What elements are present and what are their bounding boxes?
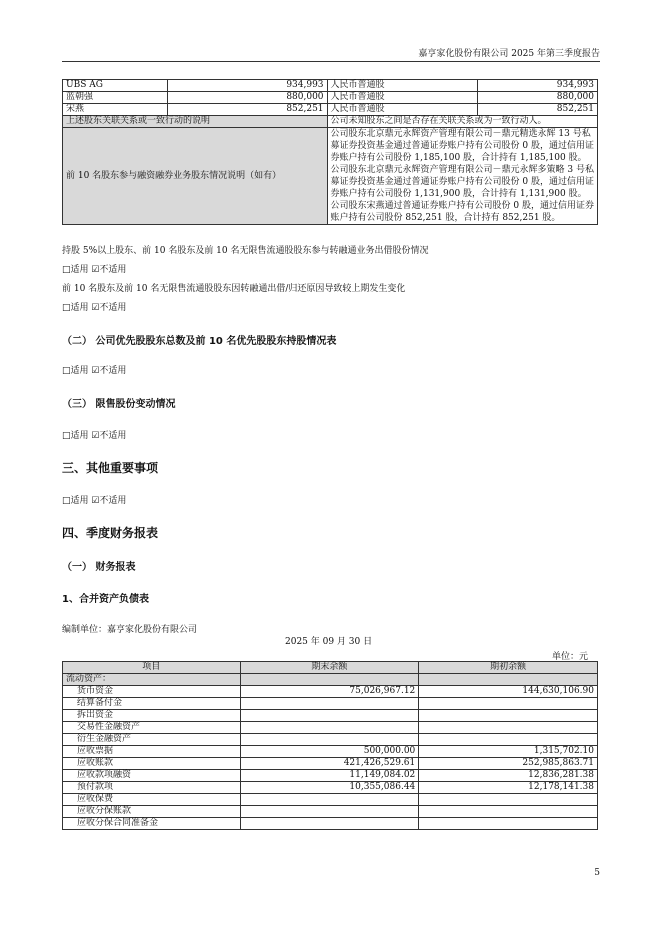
- shareholder-name: 宋燕: [63, 104, 168, 116]
- report-date: 2025 年 09 月 30 日: [285, 637, 373, 647]
- table-row: [63, 710, 598, 722]
- end-balance: [240, 710, 419, 722]
- column-header-end-balance: 期末余额: [240, 662, 419, 674]
- restricted-shares-heading: （三） 限售股份变动情况: [62, 399, 176, 410]
- begin-balance: 144,630,106.90: [419, 686, 598, 698]
- column-header-begin-balance: 期初余额: [419, 662, 598, 674]
- begin-balance: 12,178,141.38: [419, 782, 598, 794]
- line-item: 预付款项: [63, 782, 241, 794]
- shareholder-row: [63, 104, 598, 116]
- financial-statements-subheading: （一） 财务报表: [62, 562, 136, 573]
- line-item: 衍生金融资产: [63, 734, 241, 746]
- relation-label: 上述股东关联关系或一致行动的说明: [63, 116, 328, 128]
- shareholder-name: UBS AG: [63, 80, 168, 92]
- begin-balance: 252,985,863.71: [419, 758, 598, 770]
- end-balance: 500,000.00: [240, 746, 419, 758]
- shareholder-row: [63, 92, 598, 104]
- line-item: 应收分保账款: [63, 806, 241, 818]
- table-row: [63, 794, 598, 806]
- applicability-3: □适用 ☑不适用: [62, 366, 127, 376]
- page-header-title: 嘉亨家化股份有限公司 2025 年第三季度报告: [418, 49, 600, 59]
- applicability-5: □适用 ☑不适用: [62, 496, 127, 506]
- line-item: 应收票据: [63, 746, 241, 758]
- end-balance: [240, 698, 419, 710]
- margin-trading-note-line: 募证券投资基金通过普通证券账户持有公司股份 0 股，通过信用证: [330, 141, 594, 151]
- margin-trading-note-line: 券账户持有公司股份 1,185,100 股，合计持有 1,185,100 股。: [330, 153, 587, 163]
- applicability-1: □适用 ☑不适用: [62, 265, 127, 275]
- end-balance: [240, 734, 419, 746]
- compiling-company: 编制单位：嘉亨家化股份有限公司: [62, 625, 198, 635]
- preferred-shares-heading: （二） 公司优先股股东总数及前 10 名优先股股东持股情况表: [62, 336, 337, 347]
- end-balance: 11,149,084.02: [240, 770, 419, 782]
- share-count: 852,251: [477, 104, 597, 116]
- applicability-2: □适用 ☑不适用: [62, 303, 127, 313]
- begin-balance: 12,836,281.38: [419, 770, 598, 782]
- begin-balance: [419, 794, 598, 806]
- table-row: [63, 674, 598, 686]
- financial-statements-heading: 四、季度财务报表: [62, 526, 159, 540]
- margin-trading-note-line: 募证券投资基金通过普通证券账户持有公司股份 0 股，通过信用证: [330, 177, 594, 187]
- relation-row: [63, 116, 598, 128]
- header-divider: [62, 61, 600, 62]
- begin-balance: [419, 818, 598, 830]
- table-row: [63, 770, 598, 782]
- margin-trading-note-line: 账户持有公司股份 852,251 股，合计持有 852,251 股。: [330, 213, 561, 223]
- lending-text: 持股 5%以上股东、前 10 名股东及前 10 名无限售流通股股东参与转融通业务出借股份情况: [62, 246, 429, 256]
- table-row: [63, 722, 598, 734]
- end-balance: 421,426,529.61: [240, 758, 419, 770]
- begin-balance: 1,315,702.10: [419, 746, 598, 758]
- table-row: [63, 818, 598, 830]
- margin-trading-label: 前 10 名股东参与融资融券业务股东情况说明（如有）: [63, 128, 328, 225]
- begin-balance: [419, 734, 598, 746]
- line-item: 应收保费: [63, 794, 241, 806]
- table-row: [63, 746, 598, 758]
- share-type: 人民币普通股: [327, 80, 477, 92]
- begin-balance: [419, 722, 598, 734]
- shareholder-row: [63, 80, 598, 92]
- shareholder-shares: 934,993: [168, 80, 327, 92]
- share-count: 880,000: [477, 92, 597, 104]
- share-type: 人民币普通股: [327, 92, 477, 104]
- currency-unit: 单位：元: [551, 652, 588, 662]
- shareholder-name: 蓝朝强: [63, 92, 168, 104]
- line-item: 应收账款: [63, 758, 241, 770]
- applicability-4: □适用 ☑不适用: [62, 431, 127, 441]
- line-item: 应收分保合同准备金: [63, 818, 241, 830]
- share-count: 934,993: [477, 80, 597, 92]
- begin-balance: [419, 710, 598, 722]
- table-row: [63, 758, 598, 770]
- line-item: 流动资产：: [63, 674, 241, 686]
- table-row: [63, 782, 598, 794]
- shareholder-shares: 852,251: [168, 104, 327, 116]
- line-item: 结算备付金: [63, 698, 241, 710]
- begin-balance: [419, 698, 598, 710]
- end-balance: [240, 806, 419, 818]
- balance-sheet-table: [62, 661, 598, 830]
- end-balance: [240, 722, 419, 734]
- table-row: [63, 734, 598, 746]
- table-row: [63, 686, 598, 698]
- margin-trading-note-line: 券账户持有公司股份 1,131,900 股，合计持有 1,131,900 股。: [330, 189, 587, 199]
- end-balance: [240, 674, 419, 686]
- table-row: [63, 698, 598, 710]
- line-item: 货币资金: [63, 686, 241, 698]
- end-balance: [240, 818, 419, 830]
- begin-balance: [419, 806, 598, 818]
- balance-sheet-heading: 1、合并资产负债表: [62, 594, 149, 605]
- margin-trading-note-line: 公司股东北京鼎元永辉资产管理有限公司－鼎元永辉多策略 3 号私: [330, 165, 594, 175]
- begin-balance: [419, 674, 598, 686]
- column-header-item: 项目: [63, 662, 241, 674]
- margin-trading-notes: [327, 128, 597, 225]
- shareholder-shares: 880,000: [168, 92, 327, 104]
- relation-value: 公司未知股东之间是否存在关联关系或为一致行动人。: [327, 116, 597, 128]
- share-type: 人民币普通股: [327, 104, 477, 116]
- line-item: 拆出资金: [63, 710, 241, 722]
- shareholder-table: [62, 79, 598, 225]
- balance-sheet-header-row: [63, 662, 598, 674]
- end-balance: [240, 794, 419, 806]
- margin-trading-row: [63, 128, 598, 225]
- change-text: 前 10 名股东及前 10 名无限售流通股股东因转融通出借/归还原因导致较上期发生变化: [62, 284, 406, 294]
- margin-trading-note-line: 公司股东北京鼎元永辉资产管理有限公司－鼎元精选永辉 13 号私: [330, 129, 591, 139]
- table-row: [63, 806, 598, 818]
- end-balance: 10,355,086.44: [240, 782, 419, 794]
- line-item: 应收款项融资: [63, 770, 241, 782]
- line-item: 交易性金融资产: [63, 722, 241, 734]
- page-number: 5: [594, 868, 600, 878]
- margin-trading-note-line: 公司股东宋燕通过普通证券账户持有公司股份 0 股，通过信用证券: [330, 201, 594, 211]
- end-balance: 75,026,967.12: [240, 686, 419, 698]
- other-matters-heading: 三、其他重要事项: [62, 461, 159, 475]
